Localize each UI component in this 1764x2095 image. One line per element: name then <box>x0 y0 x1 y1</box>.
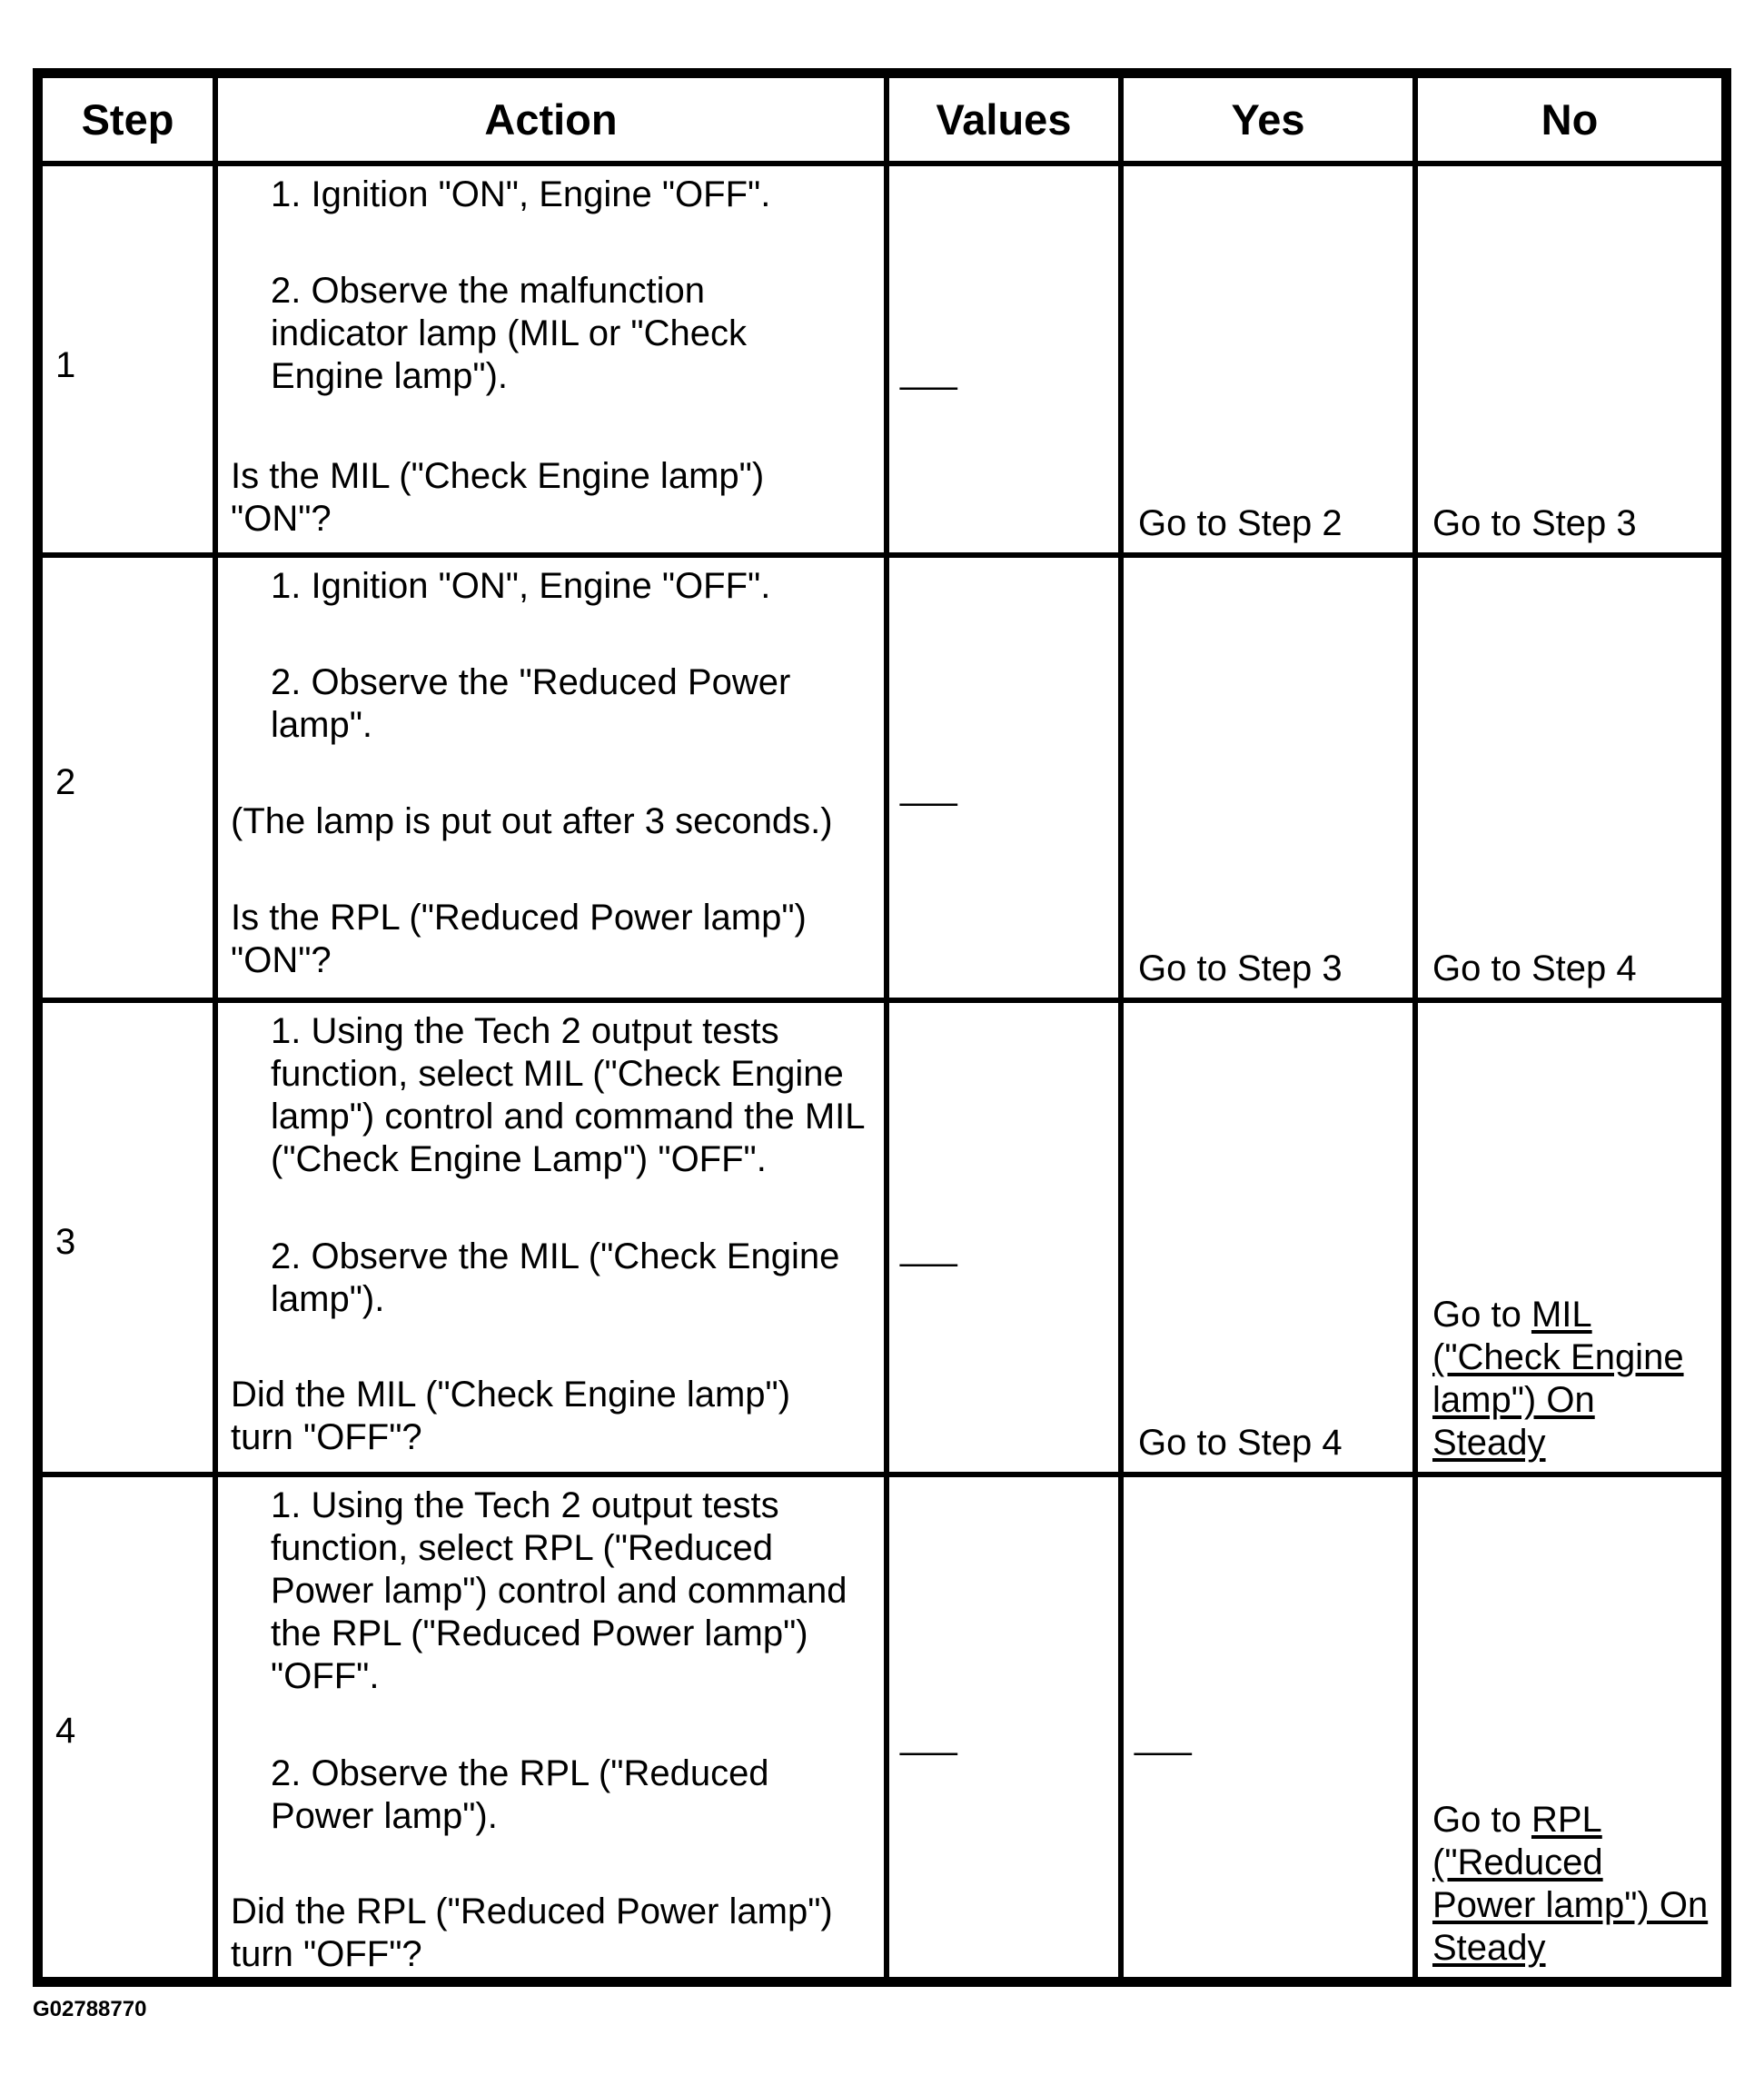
no-cell <box>1415 1000 1721 1474</box>
action-note: (The lamp is put out after 3 seconds.) <box>231 801 833 841</box>
step-number: 4 <box>55 1711 76 1751</box>
action-question: Is the MIL ("Check Engine lamp") "ON"? <box>231 456 765 539</box>
diagnostic-table <box>43 78 1721 1977</box>
values-cell <box>887 1474 1121 1977</box>
action-line: 1. Ignition "ON", Engine "OFF". <box>271 566 771 606</box>
step-cell <box>43 1474 215 1977</box>
header-values: Values <box>887 78 1121 164</box>
values-cell <box>887 555 1121 1000</box>
action-question: Did the RPL ("Reduced Power lamp") turn "OFF"? <box>231 1891 833 1974</box>
table-row <box>43 1000 1721 1474</box>
no-cell <box>1415 555 1721 1000</box>
no-text: Go to Step 3 <box>1432 503 1637 543</box>
no-prefix: Go to <box>1432 1295 1531 1335</box>
mil-on-steady-link[interactable]: MIL ("Check Engine lamp") On Steady <box>1432 1295 1684 1463</box>
header-row <box>43 78 1721 164</box>
header-yes: Yes <box>1121 78 1415 164</box>
step-number: 2 <box>55 762 76 802</box>
action-cell <box>215 164 887 555</box>
yes-cell <box>1121 1474 1415 1977</box>
rpl-on-steady-link[interactable]: RPL ("Reduced Power lamp") On Steady <box>1432 1800 1709 1968</box>
action-line: 2. Observe the "Reduced Power lamp". <box>271 662 791 745</box>
no-cell <box>1415 164 1721 555</box>
step-cell <box>43 1000 215 1474</box>
action-question: Did the MIL ("Check Engine lamp") turn "OFF"? <box>231 1375 791 1457</box>
header-step: Step <box>43 78 215 164</box>
action-question: Is the RPL ("Reduced Power lamp") "ON"? <box>231 898 807 980</box>
values-text: ___ <box>900 351 956 391</box>
diagnostic-table-frame <box>33 68 1731 1987</box>
header-action: Action <box>215 78 887 164</box>
table-row <box>43 1474 1721 1977</box>
action-cell <box>215 555 887 1000</box>
figure-id: G02788770 <box>33 1997 147 2021</box>
no-cell <box>1415 1474 1721 1977</box>
action-line: 2. Observe the MIL ("Check Engine lamp"). <box>271 1236 840 1319</box>
yes-text: Go to Step 3 <box>1138 948 1343 988</box>
step-number: 1 <box>55 345 76 385</box>
yes-cell <box>1121 555 1415 1000</box>
values-text: ___ <box>900 1716 956 1756</box>
no-cell-content <box>1432 1799 1716 1970</box>
yes-cell <box>1121 1000 1415 1474</box>
header-no: No <box>1415 78 1721 164</box>
action-line: 1. Using the Tech 2 output tests function, select RPL ("Reduced Power lamp") control and command the RPL ("Reduced Power lamp") "OFF". <box>271 1485 847 1696</box>
values-cell <box>887 164 1121 555</box>
yes-text: Go to Step 4 <box>1138 1423 1343 1463</box>
no-prefix: Go to <box>1432 1800 1531 1840</box>
action-cell <box>215 1000 887 1474</box>
table-row <box>43 555 1721 1000</box>
values-cell <box>887 1000 1121 1474</box>
action-line: 2. Observe the malfunction indicator lamp (MIL or "Check Engine lamp"). <box>271 271 748 396</box>
values-text: ___ <box>900 1227 956 1267</box>
yes-cell <box>1121 164 1415 555</box>
action-cell <box>215 1474 887 1977</box>
action-line: 1. Ignition "ON", Engine "OFF". <box>271 174 771 214</box>
step-number: 3 <box>55 1222 76 1262</box>
yes-text: ___ <box>1135 1716 1190 1756</box>
action-line: 2. Observe the RPL ("Reduced Power lamp"). <box>271 1753 769 1836</box>
table-row <box>43 164 1721 555</box>
values-text: ___ <box>900 767 956 807</box>
step-cell <box>43 164 215 555</box>
no-text: Go to Step 4 <box>1432 948 1637 988</box>
step-cell <box>43 555 215 1000</box>
no-cell-content <box>1432 1294 1716 1465</box>
action-line: 1. Using the Tech 2 output tests function, select MIL ("Check Engine lamp") control and command the MIL ("Check Engine Lamp") "OFF". <box>271 1011 865 1179</box>
yes-text: Go to Step 2 <box>1138 503 1343 543</box>
